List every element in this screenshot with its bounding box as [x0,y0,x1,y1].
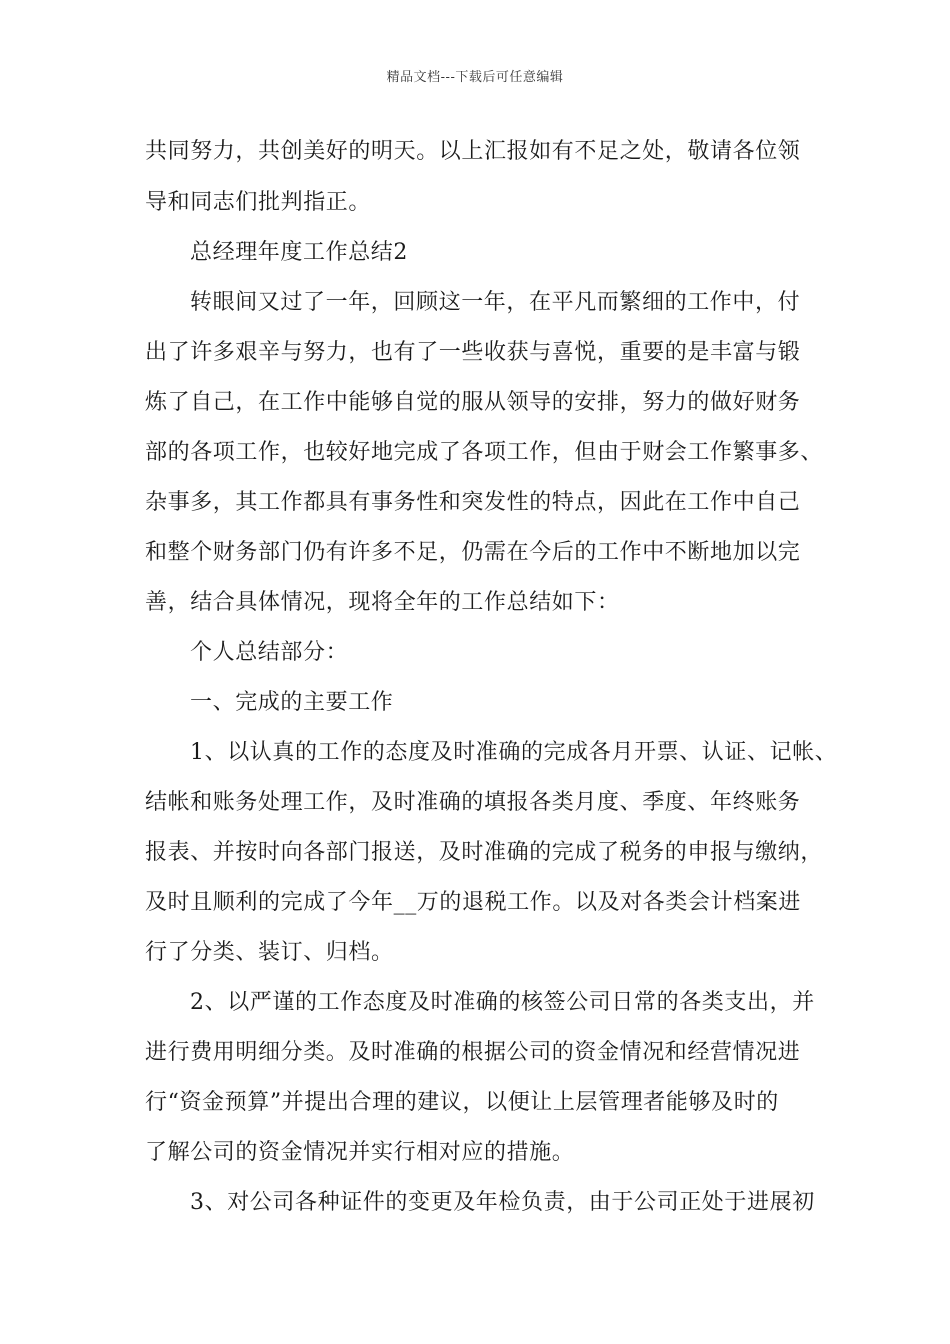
body-line: 结帐和账务处理工作，及时准确的填报各类月度、季度、年终账务 [145,790,801,815]
body-line: 报表、并按时向各部门报送，及时准确的完成了税务的申报与缴纳， [145,840,824,865]
section-title: 总经理年度工作总结2 [190,240,408,265]
body-line: 导和同志们批判指正。 [145,190,372,215]
body-line: 共同努力，共创美好的明天。以上汇报如有不足之处，敬请各位领 [145,139,801,164]
subsection-title: 一、完成的主要工作 [190,690,394,715]
subsection-title: 个人总结部分： [190,640,349,665]
body-line: 行了分类、装订、归档。 [145,940,394,965]
page-header: 精品文档---下载后可任意编辑 [386,70,564,85]
body-line: 3、对公司各种证件的变更及年检负责，由于公司正处于进展初 [190,1190,815,1215]
body-line: 了解公司的资金情况并实行相对应的措施。 [145,1140,575,1165]
body-line: 出了许多艰辛与努力，也有了一些收获与喜悦，重要的是丰富与锻 [145,340,801,365]
body-line: 1、以认真的工作的态度及时准确的完成各月开票、认证、记帐、 [190,740,838,765]
body-line: 转眼间又过了一年，回顾这一年，在平凡而繁细的工作中，付 [190,290,801,315]
body-line: 善，结合具体情况，现将全年的工作总结如下： [145,590,620,615]
body-line: 和整个财务部门仍有许多不足，仍需在今后的工作中不断地加以完 [145,540,801,565]
body-line: 杂事多，其工作都具有事务性和突发性的特点，因此在工作中自己 [145,490,801,515]
body-line: 2、以严谨的工作态度及时准确的核签公司日常的各类支出，并 [190,990,815,1015]
body-line: 行“资金预算”并提出合理的建议，以便让上层管理者能够及时的 [145,1090,779,1115]
body-line: 及时且顺利的完成了今年__万的退税工作。以及对各类会计档案进 [145,890,802,915]
body-line: 进行费用明细分类。及时准确的根据公司的资金情况和经营情况进 [145,1040,801,1065]
body-line: 炼了自己，在工作中能够自觉的服从领导的安排，努力的做好财务 [145,390,801,415]
body-line: 部的各项工作，也较好地完成了各项工作，但由于财会工作繁事多、 [145,440,824,465]
